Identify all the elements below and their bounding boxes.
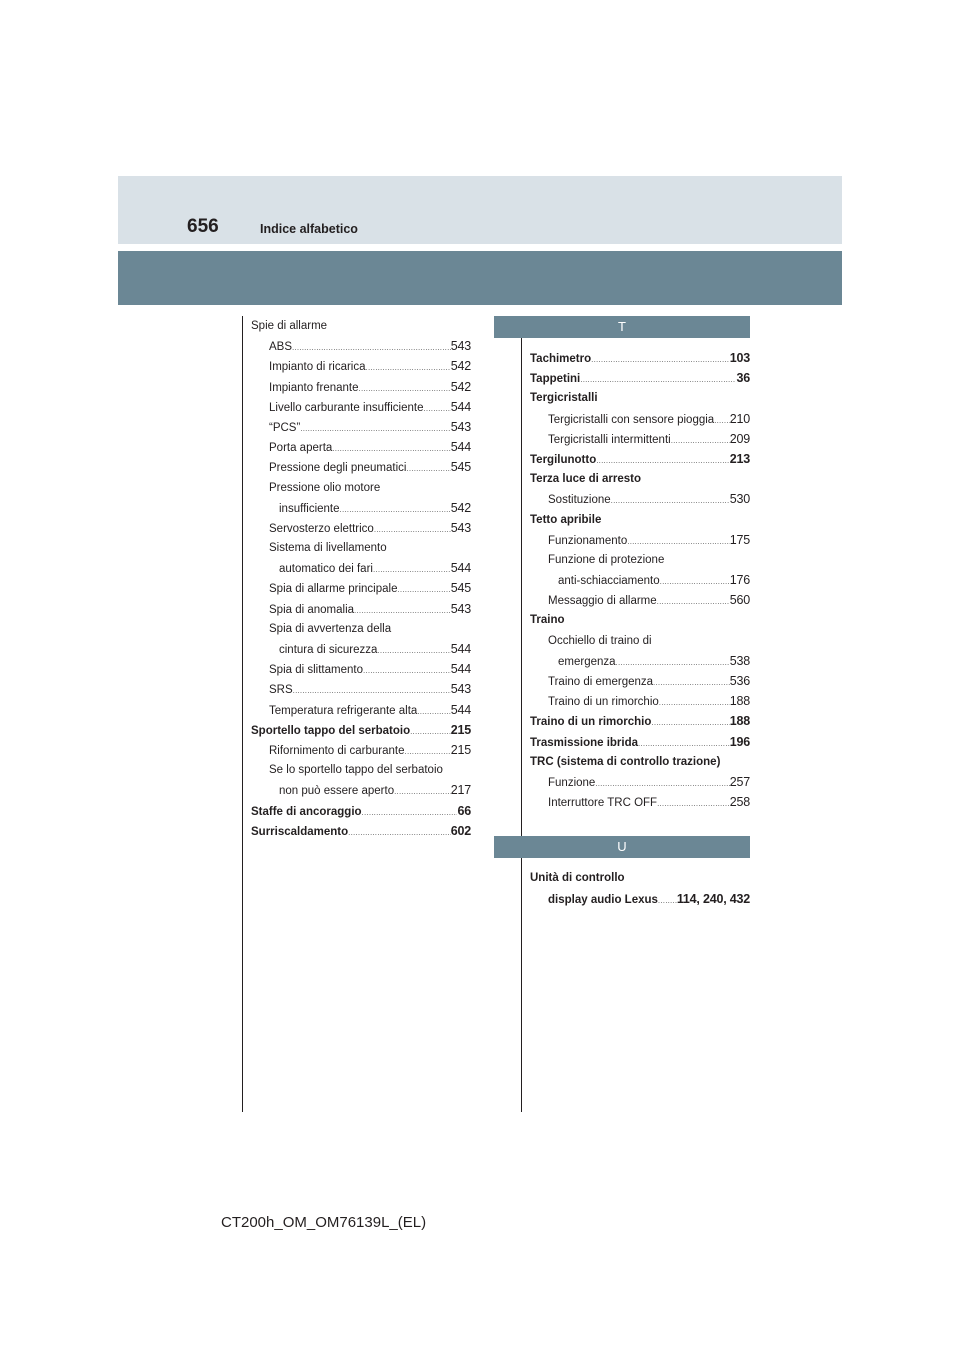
index-entry [530, 489, 750, 509]
index-entry [530, 530, 750, 550]
section-u-entries [530, 868, 750, 908]
index-entry [251, 518, 471, 538]
page-number: 656 [187, 216, 219, 237]
index-entry-text: Tergicristalli con sensore pioggia [548, 413, 715, 426]
index-entry-text: Porta aperta [269, 442, 333, 455]
leader-dots [348, 823, 451, 843]
index-entry [251, 619, 471, 639]
leader-dots [595, 774, 729, 794]
leader-dots [373, 560, 451, 580]
index-entry [251, 599, 471, 619]
index-entry [530, 409, 750, 429]
index-entry-text: Servosterzo elettrico [269, 522, 374, 535]
leader-dots [406, 459, 450, 479]
index-entry-text: Trasmissione ibrida [530, 736, 639, 749]
index-entry-page: 66 [457, 803, 471, 818]
index-entry [530, 732, 750, 752]
index-column-right [530, 316, 750, 909]
leader-dots [658, 891, 677, 911]
index-entry-page: 545 [450, 460, 471, 475]
leader-dots [657, 794, 730, 814]
index-entry-page: 176 [729, 573, 750, 588]
index-entry [251, 417, 471, 437]
index-entry [251, 397, 471, 417]
index-entry [251, 558, 471, 578]
index-entry-page: 544 [450, 399, 471, 414]
index-entry-text: Surriscaldamento [251, 825, 349, 838]
leader-dots [417, 702, 450, 722]
index-entry-text: Terza luce di arresto [530, 473, 641, 486]
index-entry-text: Rifornimento di carburante [269, 744, 405, 757]
leader-dots [397, 580, 450, 600]
leader-dots [340, 500, 451, 520]
footer-code: CT200h_OM_OM76139L_(EL) [221, 1214, 427, 1231]
index-entry-text: Tergicristalli [530, 392, 598, 405]
leader-dots [410, 722, 451, 742]
index-entry-page: 542 [450, 379, 471, 394]
index-entry-text: insufficiente [279, 502, 340, 515]
index-entry-text: Spia di slittamento [269, 664, 363, 677]
index-entry-page: 544 [450, 702, 471, 717]
index-entry-text: Pressione olio motore [269, 481, 381, 494]
index-entry-text: Spia di allarme principale [269, 583, 398, 596]
index-entry [530, 510, 750, 530]
index-entry [251, 740, 471, 760]
leader-dots [366, 358, 451, 378]
index-entry [251, 801, 471, 821]
header-title: Indice alfabetico [260, 222, 358, 236]
index-entry-page: 217 [450, 783, 471, 798]
index-entry-text: Occhiello di traino di [548, 634, 652, 647]
index-entry [530, 889, 750, 909]
leader-dots [405, 742, 451, 762]
index-entry-text: Tergilunotto [530, 453, 597, 466]
index-entry-text: TRC (sistema di controllo trazione) [530, 755, 721, 768]
index-entry-text: Livello carburante insufficiente [269, 401, 424, 414]
index-entry-text: Spia di avvertenza della [269, 622, 392, 635]
index-entry-text: Spia di anomalia [269, 603, 355, 616]
index-entry [251, 700, 471, 720]
index-entry [530, 772, 750, 792]
index-entry-text: Traino [530, 614, 565, 627]
leader-dots [653, 673, 730, 693]
index-entry [530, 590, 750, 610]
index-entry [251, 679, 471, 699]
index-entry-text: Spie di allarme [251, 320, 328, 332]
index-entry [530, 711, 750, 731]
index-entry-text: Messaggio di allarme [548, 595, 657, 608]
leader-dots [359, 379, 451, 399]
index-entry [530, 550, 750, 570]
leader-dots [377, 641, 450, 661]
header-dark-band [118, 251, 842, 305]
index-entry-page: 215 [450, 722, 471, 737]
index-entry-text: “PCS” [269, 421, 301, 434]
leader-dots [659, 693, 730, 713]
index-entry-page: 258 [729, 795, 750, 810]
leader-dots [657, 592, 730, 612]
index-entry [530, 610, 750, 630]
leader-dots [292, 338, 451, 358]
index-entry-page: 530 [729, 492, 750, 507]
index-entry [251, 578, 471, 598]
index-entry [251, 780, 471, 800]
index-entry-text: Funzionamento [548, 534, 628, 547]
index-entry-page: 543 [450, 339, 471, 354]
index-entry-page: 544 [450, 561, 471, 576]
leader-dots [300, 419, 450, 439]
index-entry [251, 821, 471, 841]
index-entry-page: 542 [450, 359, 471, 374]
index-entry-text: Unità di controllo [530, 872, 625, 885]
index-entry [251, 659, 471, 679]
index-entry-text: Traino di un rimorchio [530, 716, 652, 729]
leader-dots [363, 661, 451, 681]
index-entry-text: Tergicristalli intermittenti [548, 433, 671, 446]
leader-dots [596, 451, 730, 471]
left-column-rule [242, 316, 243, 1112]
index-entry-page: 560 [729, 593, 750, 608]
index-entry [530, 671, 750, 691]
index-entry-text: Traino di un rimorchio [548, 696, 659, 709]
index-entry [251, 457, 471, 477]
index-entry-text: SRS [269, 684, 293, 697]
index-entry-page: 257 [729, 774, 750, 789]
section-t-entries [530, 348, 750, 812]
leader-dots [616, 653, 730, 673]
index-entry [530, 868, 750, 888]
index-entry [251, 478, 471, 498]
index-entry-text: Tetto apribile [530, 513, 602, 526]
index-entry-page: 542 [450, 500, 471, 515]
index-entry [251, 639, 471, 659]
index-entry-page: 188 [729, 694, 750, 709]
index-entry [251, 760, 471, 780]
index-entry [530, 691, 750, 711]
index-entry [251, 498, 471, 518]
index-entry-text: Sportello tappo del serbatoio [251, 724, 411, 737]
index-entry-page: 215 [450, 742, 471, 757]
index-entry-text: Tachimetro [530, 353, 592, 365]
leader-dots [332, 439, 450, 459]
index-entry-page: 544 [450, 642, 471, 656]
index-entry [530, 752, 750, 772]
section-spacer [530, 812, 750, 836]
leader-dots [580, 370, 736, 390]
leader-dots [611, 491, 730, 511]
index-entry-page: 536 [729, 674, 750, 688]
index-entry-page: 210 [729, 411, 750, 426]
index-entry [251, 377, 471, 397]
index-entry [530, 631, 750, 651]
leader-dots [293, 681, 451, 701]
index-entry-text: automatico dei fari [279, 563, 373, 576]
index-entry [251, 316, 471, 336]
index-entry-page: 209 [729, 431, 750, 446]
index-entry-text: display audio Lexus [548, 893, 658, 906]
index-entry [530, 449, 750, 469]
index-entry [251, 538, 471, 558]
leader-dots [714, 411, 730, 431]
leader-dots [638, 734, 730, 754]
index-entry [530, 388, 750, 408]
index-entry-page: 36 [736, 371, 750, 386]
index-entry-page: 602 [450, 823, 471, 838]
index-entry-page: 543 [450, 682, 471, 697]
index-entry-page: 543 [450, 601, 471, 616]
index-entry-text: Sistema di livellamento [269, 542, 387, 555]
leader-dots [374, 520, 451, 540]
header-top-band [118, 176, 842, 244]
index-column-left [251, 316, 471, 841]
index-entry-text: Staffe di ancoraggio [251, 805, 362, 818]
index-entry-text: anti-schiacciamento [558, 575, 660, 588]
index-entry [251, 336, 471, 356]
index-entry-text: cintura di sicurezza [279, 644, 378, 656]
index-entry [530, 570, 750, 590]
index-entry-page: 103 [729, 351, 750, 365]
index-entry [530, 651, 750, 671]
index-entry [530, 469, 750, 489]
index-entry [251, 356, 471, 376]
index-entry [530, 368, 750, 388]
index-entry [251, 437, 471, 457]
right-column-rule [521, 316, 522, 1112]
index-entry-page: 538 [729, 653, 750, 668]
index-entry-text: Impianto di ricarica [269, 361, 366, 374]
index-entry-page: 543 [450, 520, 471, 535]
index-entry-text: Sostituzione [548, 494, 611, 507]
index-entry-text: Interruttore TRC OFF [548, 797, 658, 810]
index-entry [251, 720, 471, 740]
index-entry-page: 544 [450, 440, 471, 455]
index-entry-page: 175 [729, 532, 750, 547]
leader-dots [651, 713, 729, 733]
leader-dots [591, 350, 730, 370]
leader-dots [362, 803, 458, 823]
index-entry [530, 792, 750, 812]
index-entry [530, 348, 750, 368]
index-entry-text: Se lo sportello tappo del serbatoio [269, 764, 443, 777]
leader-dots [660, 572, 730, 592]
leader-dots [627, 532, 729, 552]
index-entry-page: 196 [729, 734, 750, 749]
index-entry-page: 545 [450, 581, 471, 596]
index-entry-text: non può essere aperto [279, 785, 395, 798]
index-entry-text: Tappetini [530, 373, 581, 386]
section-letter-t: T [494, 316, 750, 338]
index-entry-text: Impianto frenante [269, 381, 359, 394]
leader-dots [671, 431, 730, 451]
leader-dots [424, 399, 451, 419]
index-entry-text: ABS [269, 341, 293, 354]
index-entry-page: 114, 240, 432 [676, 891, 750, 906]
index-entry-text: Funzione [548, 776, 596, 789]
section-letter-u: U [494, 836, 750, 858]
index-entry-text: Traino di emergenza [548, 676, 654, 688]
index-entry-page: 213 [729, 451, 750, 466]
leader-dots [354, 601, 451, 621]
index-entry [530, 429, 750, 449]
index-entry-page: 543 [450, 419, 471, 434]
index-entry-text: Pressione degli pneumatici [269, 462, 407, 475]
leader-dots [394, 782, 451, 802]
index-entry-text: emergenza [558, 655, 616, 668]
index-entry-text: Funzione di protezione [548, 553, 665, 566]
index-entry-page: 188 [729, 714, 750, 729]
index-entry-page: 544 [450, 662, 471, 677]
index-entry-text: Temperatura refrigerante alta [269, 704, 418, 717]
